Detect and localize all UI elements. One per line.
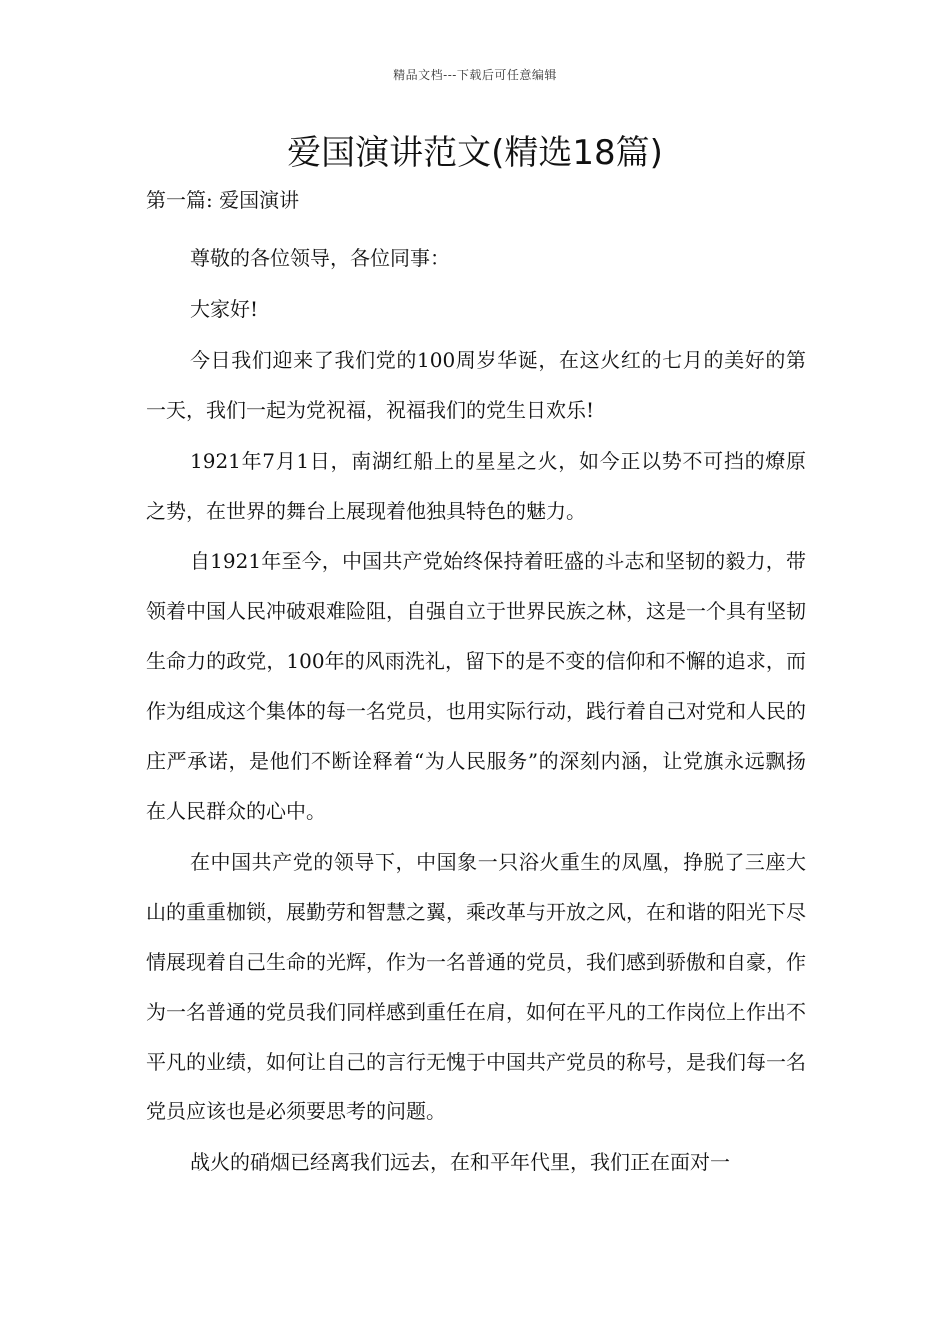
paragraph: 在中国共产党的领导下，中国象一只浴火重生的凤凰，挣脱了三座大山的重重枷锁，展勤劳和智慧之翼，乘改革与开放之风，在和谐的阳光下尽情展现着自己生命的光辉，作为一名普通的党员，我们感到骄傲和自豪，作为一名普通的党员我们同样感到重任在肩，如何在平凡的工作岗位上作出不平凡的业绩，如何让自己的言行无愧于中国共产党员的称号，是我们每一名党员应该也是必须要思考的问题。 xyxy=(146,849,806,1124)
paragraph: 自1921年至今，中国共产党始终保持着旺盛的斗志和坚韧的毅力，带领着中国人民冲破艰难险阻，自强自立于世界民族之林，这是一个具有坚韧生命力的政党，100年的风雨洗礼，留下的是不变的信仰和不懈的追求，而作为组成这个集体的每一名党员，也用实际行动，践行着自己对党和人民的庄严承诺，是他们不断诠释着“为人民服务”的深刻内涵，让党旗永远飘扬在人民群众的心中。 xyxy=(146,549,806,823)
header-note: 精品文档---下载后可任意编辑 xyxy=(393,68,557,82)
paragraph: 今日我们迎来了我们党的100周岁华诞，在这火红的七月的美好的第一天，我们一起为党祝福，祝福我们的党生日欢乐! xyxy=(146,347,806,422)
paragraph: 1921年7月1日，南湖红船上的星星之火，如今正以势不可挡的燎原之势，在世界的舞台上展现着他独具特色的魅力。 xyxy=(146,448,806,523)
document-body xyxy=(146,234,806,1189)
paragraph-hello: 大家好! xyxy=(190,296,259,321)
paragraph: 战火的硝烟已经离我们远去，在和平年代里，我们正在面对一 xyxy=(190,1150,730,1175)
document-title: 爱国演讲范文(精选18篇) xyxy=(287,133,663,173)
section-heading: 第一篇: 爱国演讲 xyxy=(146,188,300,212)
paragraph-greeting: 尊敬的各位领导，各位同事： xyxy=(190,246,450,270)
